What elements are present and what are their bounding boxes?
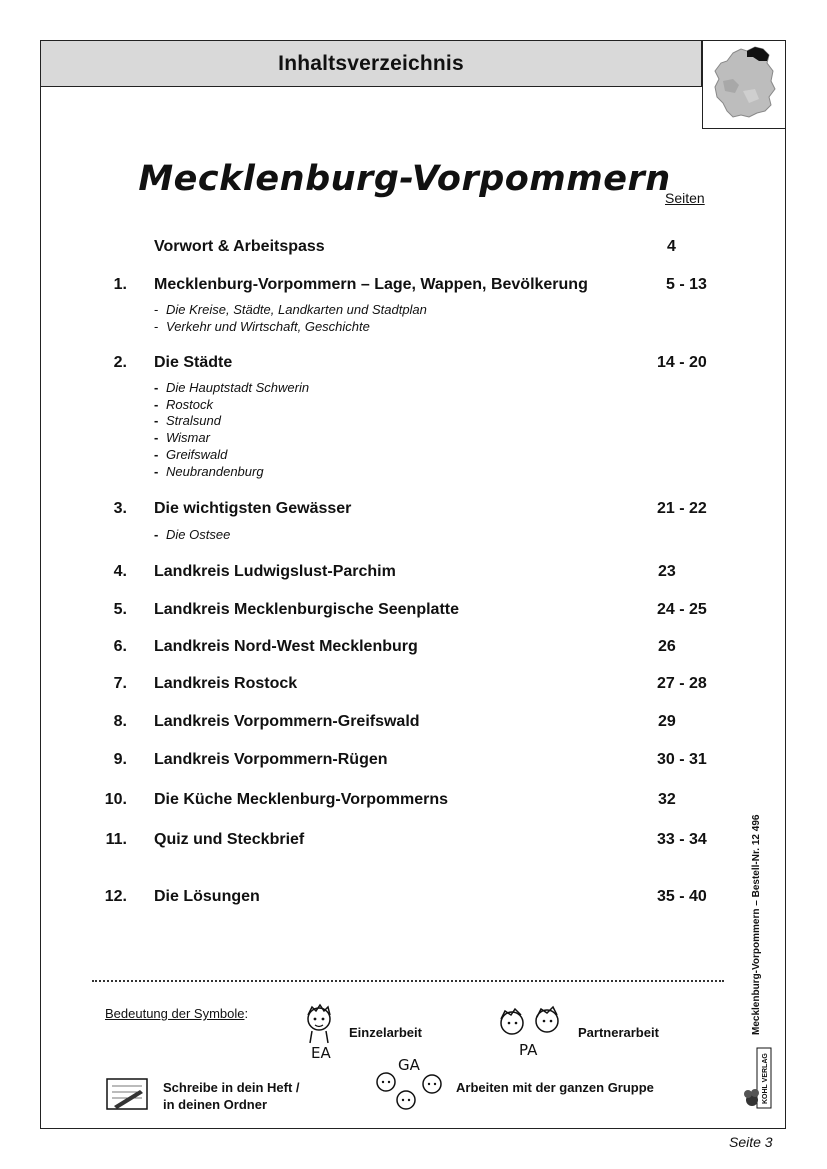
gruppenarbeit-label: Arbeiten mit der ganzen Gruppe	[456, 1080, 654, 1095]
germany-map-icon	[702, 41, 786, 129]
subitem-text: Die Ostsee	[166, 527, 231, 542]
entry-title: Landkreis Ludwigslust-Parchim	[154, 563, 396, 580]
einzelarbeit-label: Einzelarbeit	[349, 1025, 422, 1040]
entry-pages: 14 - 20	[657, 354, 707, 371]
entry-number: 2.	[113, 354, 127, 371]
subitem-dash: -	[154, 527, 159, 542]
entry-title: Quiz und Steckbrief	[154, 831, 305, 848]
entry-number: 5.	[113, 601, 127, 618]
entry-number: 10.	[104, 791, 127, 808]
entry-title: Die wichtigsten Gewässer	[154, 500, 352, 517]
entry-subitem	[154, 413, 221, 428]
entry-title: Mecklenburg-Vorpommern – Lage, Wappen, Bevölkerung	[154, 276, 588, 293]
subitem-text: Die Kreise, Städte, Landkarten und Stadtplan	[166, 302, 427, 317]
notebook-icon	[106, 1078, 148, 1110]
subitem-text: Neubrandenburg	[166, 463, 264, 479]
subitem-text: Die Hauptstadt Schwerin	[166, 380, 310, 395]
entry-title: Die Küche Mecklenburg-Vorpommerns	[154, 791, 448, 808]
entry-number: 7.	[113, 675, 127, 692]
subitem-dash: -	[154, 446, 159, 462]
entry-pages: 4	[667, 238, 676, 255]
entry-subitem	[154, 397, 213, 412]
entry-title: Landkreis Vorpommern-Rügen	[154, 751, 388, 768]
entry-pages: 33 - 34	[657, 831, 707, 848]
entry-pages: 24 - 25	[657, 601, 707, 618]
entry-subitem	[154, 319, 370, 334]
subitem-dash: -	[154, 302, 159, 317]
page-number: Seite 3	[729, 1134, 773, 1150]
entry-number: 1.	[113, 276, 127, 293]
subitem-text: Rostock	[166, 396, 213, 412]
subitem-dash: -	[154, 413, 159, 429]
subitem-dash: -	[154, 430, 159, 446]
entry-title: Landkreis Nord-West Mecklenburg	[154, 638, 418, 655]
entry-subitem	[154, 380, 309, 395]
entry-number: 12.	[104, 888, 127, 905]
entry-pages: 27 - 28	[657, 675, 707, 692]
pages-column-label: Seiten	[665, 190, 705, 206]
entry-pages: 32	[658, 791, 676, 808]
subitem-text: Verkehr und Wirtschaft, Geschichte	[166, 319, 370, 334]
entry-pages: 21 - 22	[657, 500, 707, 517]
subitem-dash: -	[154, 396, 159, 412]
entry-pages: 29	[658, 713, 676, 730]
side-order-number: Mecklenburg-Vorpommern – Bestell-Nr. 12 496	[751, 814, 762, 1035]
legend-label: Bedeutung der Symbole:	[105, 1006, 249, 1021]
entry-number: 11.	[105, 831, 127, 848]
entry-title: Landkreis Vorpommern-Greifswald	[154, 713, 420, 730]
dotted-divider	[92, 980, 724, 982]
entry-number: 8.	[113, 713, 127, 730]
subitem-dash: -	[154, 319, 159, 334]
subitem-text: Greifswald	[166, 446, 228, 462]
entry-subitem	[154, 464, 264, 479]
heft-label-line2: in deinen Ordner	[163, 1097, 268, 1112]
heft-label-line1: Schreibe in dein Heft /	[163, 1080, 300, 1095]
entry-pages: 5 - 13	[666, 276, 707, 293]
kohl-verlag-text: KOHL VERLAG	[762, 1053, 769, 1104]
entry-subitem	[154, 430, 210, 445]
entry-pages: 26	[658, 638, 676, 655]
main-title: Mecklenburg-Vorpommern	[138, 159, 671, 199]
partnerarbeit-code: PA	[519, 1041, 538, 1059]
entry-subitem	[154, 527, 230, 542]
entry-number: 4.	[113, 563, 127, 580]
entry-title: Vorwort & Arbeitspass	[154, 238, 325, 255]
einzelarbeit-code: EA	[311, 1044, 331, 1062]
entry-number: 6.	[113, 638, 127, 655]
entry-subitem	[154, 447, 227, 462]
entry-title: Landkreis Rostock	[154, 675, 298, 692]
partnerarbeit-label: Partnerarbeit	[578, 1025, 659, 1040]
entry-number: 9.	[113, 751, 127, 768]
entry-number: 3.	[113, 500, 127, 517]
partnerarbeit-icon	[495, 1005, 565, 1045]
header-title: Inhaltsverzeichnis	[278, 51, 464, 75]
header-bar	[41, 41, 702, 87]
gruppenarbeit-code: GA	[398, 1056, 420, 1074]
entry-pages: 30 - 31	[657, 751, 707, 768]
entry-title: Landkreis Mecklenburgische Seenplatte	[154, 601, 459, 618]
entry-pages: 23	[658, 563, 676, 580]
subitem-dash: -	[154, 463, 159, 479]
subitem-text: Stralsund	[166, 413, 221, 429]
entry-subitem	[154, 302, 427, 317]
subitem-dash: -	[154, 380, 159, 395]
entry-pages: 35 - 40	[657, 888, 707, 905]
entry-title: Die Lösungen	[154, 888, 260, 905]
entry-title: Die Städte	[154, 354, 233, 371]
subitem-text: Wismar	[166, 430, 210, 446]
